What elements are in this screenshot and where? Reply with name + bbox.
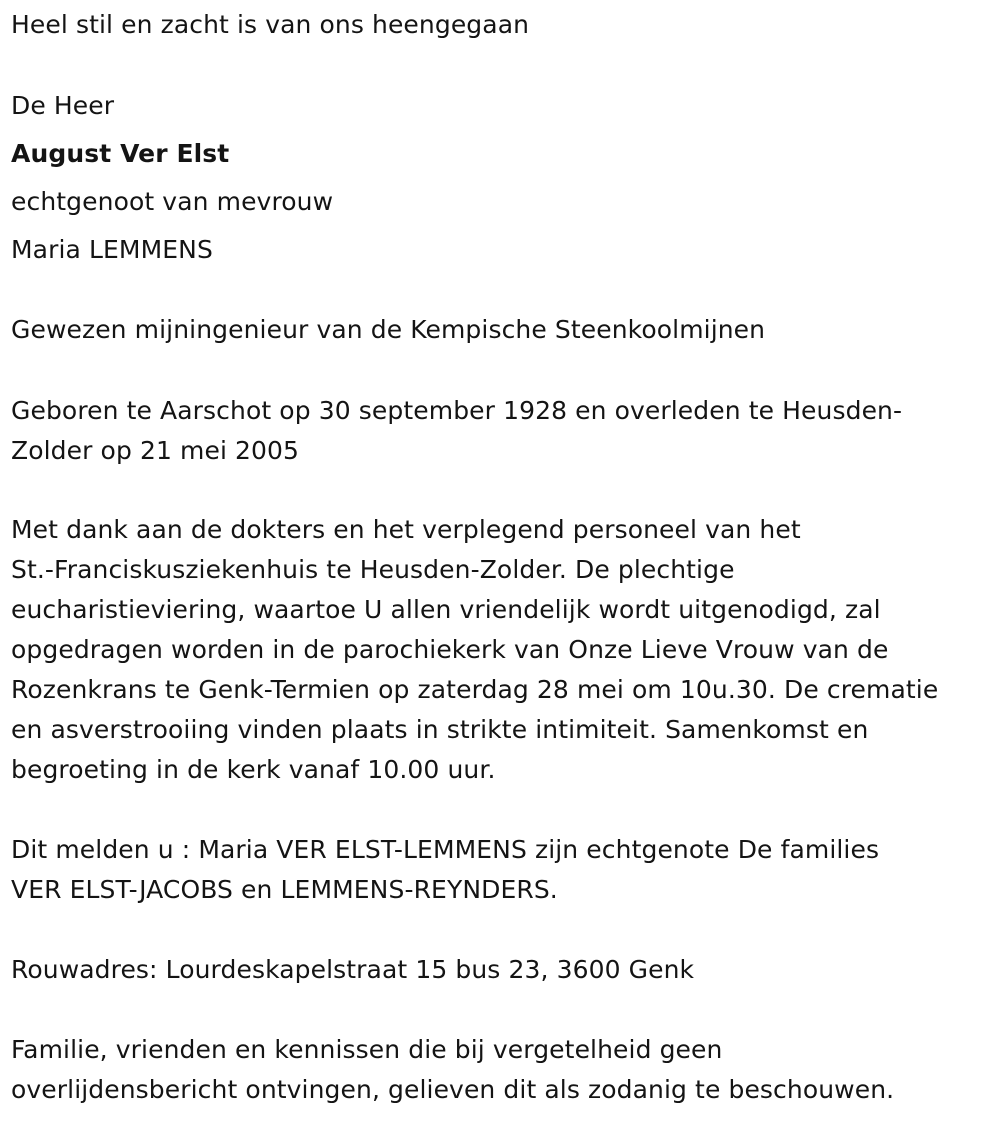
- spouse-name: Maria LEMMENS: [11, 235, 213, 264]
- ceremony-line: eucharistieviering, waartoe U allen vriendelijk wordt uitgenodigd, zal: [11, 595, 881, 624]
- salutation: De Heer: [11, 91, 115, 120]
- birth-death-paragraph: [11, 391, 996, 471]
- ceremony-line: Met dank aan de dokters en het verplegend personeel van het: [11, 515, 801, 544]
- deceased-name: August Ver Elst: [11, 139, 230, 168]
- occupation-text: Gewezen mijningenieur van de Kempische Steenkoolmijnen: [11, 315, 766, 344]
- mourning-address: Rouwadres: Lourdeskapelstraat 15 bus 23, 3600 Genk: [11, 955, 695, 984]
- announcers-line: VER ELST-JACOBS en LEMMENS-REYNDERS.: [11, 875, 558, 904]
- closing-line: overlijdensbericht ontvingen, gelieven dit als zodanig te beschouwen.: [11, 1075, 895, 1104]
- ceremony-line: Rozenkrans te Genk-Termien op zaterdag 28 mei om 10u.30. De crematie: [11, 675, 939, 704]
- closing-paragraph: [11, 1030, 996, 1110]
- intro-text: Heel stil en zacht is van ons heengegaan: [11, 10, 530, 39]
- announcers-paragraph: [11, 830, 996, 910]
- relation-text: echtgenoot van mevrouw: [11, 187, 334, 216]
- announcers-line: Dit melden u : Maria VER ELST-LEMMENS zijn echtgenote De families: [11, 835, 880, 864]
- ceremony-line: St.-Franciskusziekenhuis te Heusden-Zolder. De plechtige: [11, 555, 735, 584]
- closing-line: Familie, vrienden en kennissen die bij vergetelheid geen: [11, 1035, 723, 1064]
- ceremony-line: begroeting in de kerk vanaf 10.00 uur.: [11, 755, 496, 784]
- birth-death-line: Zolder op 21 mei 2005: [11, 436, 300, 465]
- birth-death-line: Geboren te Aarschot op 30 september 1928 en overleden te Heusden-: [11, 396, 903, 425]
- ceremony-line: en asverstrooiing vinden plaats in strikte intimiteit. Samenkomst en: [11, 715, 869, 744]
- ceremony-line: opgedragen worden in de parochiekerk van Onze Lieve Vrouw van de: [11, 635, 889, 664]
- ceremony-paragraph: [11, 510, 996, 790]
